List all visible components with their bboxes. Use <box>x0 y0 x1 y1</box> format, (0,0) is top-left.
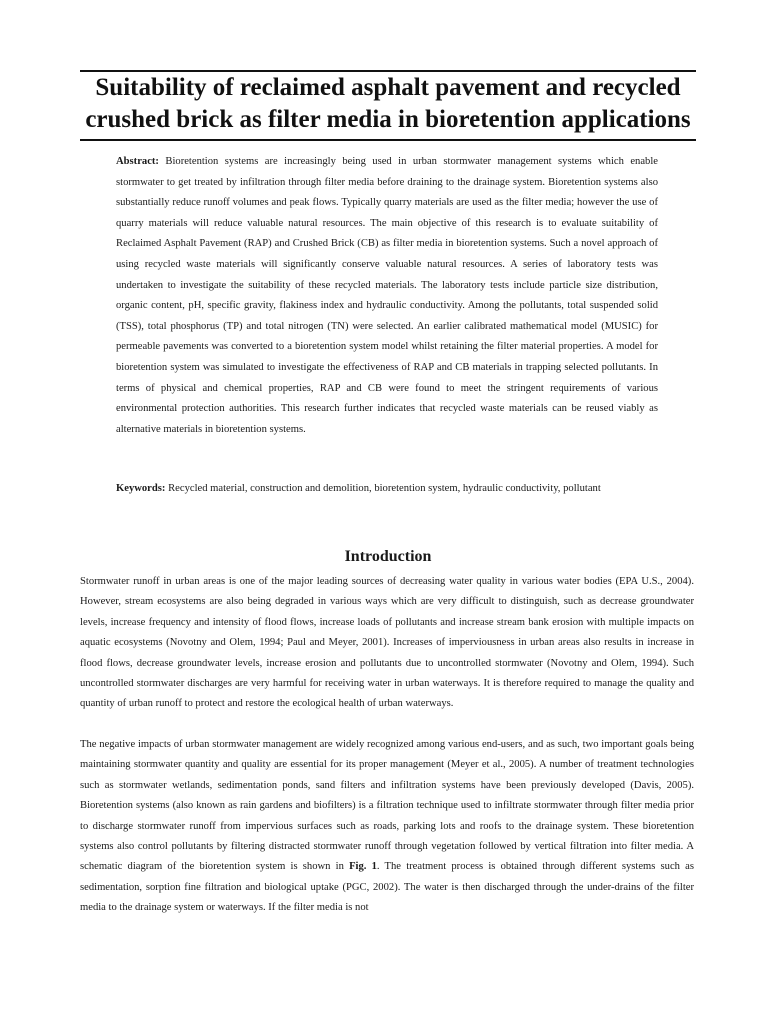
introduction-paragraph-1: Stormwater runoff in urban areas is one of the major leading sources of decreasing water quality in various water bodies (EPA U.S., 2004). However, stream ecosystems are also being degraded in various ways which are very difficult to distinguish, such as decrease groundwater levels, increase frequency and intensity of flood flows, increase loads of pollutants and increase stream bank erosion with multiple impacts on aquatic ecosystems (Novotny and Olem, 1994; Paul and Meyer, 2001). Increases of imperviousness in urban areas also results in increase in flood flows, decrease groundwater levels, increase erosion and pollutants due to uncontrolled stormwater (Novotny and Olem, 1994). Such uncontrolled stormwater discharges are very harmful for receiving water in urban waterways. It is therefore required to manage the quality and quantity of urban runoff to protect and restore the ecological health of urban waterways. <box>80 576 694 710</box>
paragraph-2-text-end: . The treatment process is obtained through different systems such as sedimentation, sorption fine filtration and biological uptake (PGC, 2002). The water is then discharged through the under-drains of the filter media to the drainage system or waterways. If the filter media is not <box>80 861 694 914</box>
paragraph-2-text-start: The negative impacts of urban stormwater management are widely recognized among various end-users, and as such, two important goals being maintaining stormwater quantity and quality are essential for its proper management (Meyer et al., 2005). A number of treatment technologies such as stormwater wetlands, sedimentation ponds, sand filters and infiltration systems have been previously developed (Davis, 2005). Bioretention systems (also known as rain gardens and biofilters) is a filtration technique used to infiltrate stormwater through filter media prior to discharge stormwater runoff from impervious surfaces such as roads, parking lots and roofs to the drainage system. These bioretention systems also control pollutants by filtering distracted stormwater runoff through vegetation followed by vertical filtration into filter media. A schematic diagram of the bioretention system is shown in <box>80 739 694 873</box>
abstract <box>116 152 658 440</box>
abstract-label: Abstract: <box>116 156 159 167</box>
paper-title: Suitability of reclaimed asphalt pavement and recycled crushed brick as filter media in bioretention applications <box>85 74 691 133</box>
introduction-heading: Introduction <box>344 548 432 565</box>
keywords-text: Recycled material, construction and demolition, bioretention system, hydraulic conductivity, pollutant <box>168 483 601 494</box>
keywords-label: Keywords: <box>116 483 166 494</box>
introduction-paragraph-2 <box>80 735 694 919</box>
title-rule-bottom <box>80 139 696 141</box>
abstract-text: Bioretention systems are increasingly being used in urban stormwater management systems which enable stormwater to get treated by infiltration through filter media before draining to the drainage system. Bioretention systems also substantially reduce runoff volumes and peak flows. Typically quarry materials are used as the filter media; however the use of quarry materials will reduce valuable natural resources. The main objective of this research is to evaluate suitability of Reclaimed Asphalt Pavement (RAP) and Crushed Brick (CB) as filter media in bioretention systems. Such a novel approach of using recycled waste materials will significantly conserve valuable natural resources. A series of laboratory tests was undertaken to investigate the suitability of these recycled materials. The laboratory tests include particle size distribution, organic content, pH, specific gravity, flakiness index and hydraulic conductivity. Among the pollutants, total suspended solid (TSS), total phosphorus (TP) and total nitrogen (TN) were selected. An earlier calibrated mathematical model (MUSIC) for permeable pavements was converted to a bioretention system model whilst retaining the filter material properties. A model for bioretention system was simulated to investigate the effectiveness of RAP and CB materials in trapping selected pollutants. In terms of physical and chemical properties, RAP and CB were found to meet the stringent requirements of various environmental protection authorities. This research further indicates that recycled waste materials can be reused viably as alternative materials in bioretention systems. <box>116 156 658 435</box>
keywords <box>116 481 676 497</box>
figure-reference: Fig. 1 <box>349 861 377 873</box>
